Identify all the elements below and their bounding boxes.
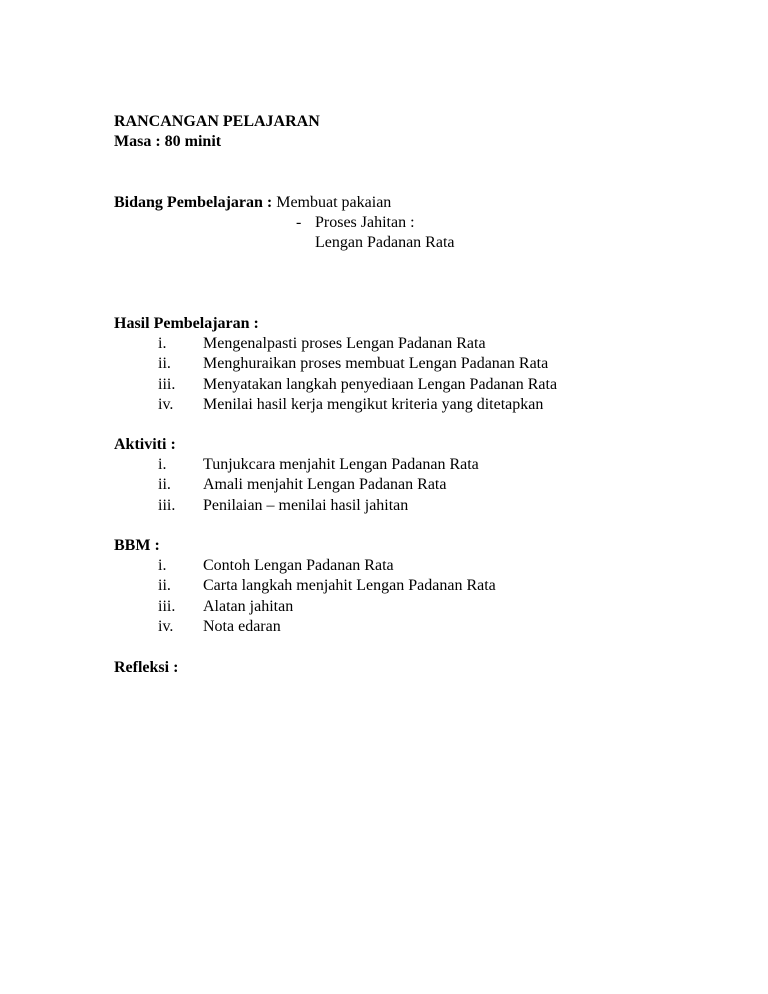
aktiviti-item-number: ii. <box>158 476 171 493</box>
bidang-value: Membuat pakaian <box>276 194 392 211</box>
aktiviti-item-text: Penilaian – menilai hasil jahitan <box>203 497 409 514</box>
aktiviti-item-number: i. <box>158 456 167 473</box>
bidang-row <box>114 193 391 213</box>
bbm-heading: BBM : <box>114 537 160 554</box>
hasil-item-number: ii. <box>158 355 171 372</box>
bidang-sub-line2: Lengan Padanan Rata <box>315 234 455 251</box>
bbm-item-number: iii. <box>158 598 176 615</box>
hasil-item-text: Menyatakan langkah penyediaan Lengan Padanan Rata <box>203 376 558 393</box>
refleksi-heading: Refleksi : <box>114 659 179 676</box>
hasil-item-number: iv. <box>158 396 174 413</box>
aktiviti-item-text: Amali menjahit Lengan Padanan Rata <box>203 476 447 493</box>
lesson-duration: Masa : 80 minit <box>114 133 222 150</box>
hasil-item-text: Menghuraikan proses membuat Lengan Padanan Rata <box>203 355 549 372</box>
bidang-sub-line1: Proses Jahitan : <box>315 214 415 231</box>
bidang-label: Bidang Pembelajaran : <box>114 194 273 211</box>
hasil-item-number: i. <box>158 335 167 352</box>
bidang-sub-dash: - <box>296 214 302 231</box>
bbm-item-number: i. <box>158 557 167 574</box>
aktiviti-item-number: iii. <box>158 497 176 514</box>
hasil-item-text: Mengenalpasti proses Lengan Padanan Rata <box>203 335 486 352</box>
hasil-heading: Hasil Pembelajaran : <box>114 315 259 332</box>
aktiviti-item-text: Tunjukcara menjahit Lengan Padanan Rata <box>203 456 479 473</box>
bbm-item-number: iv. <box>158 618 174 635</box>
bbm-item-text: Nota edaran <box>203 618 281 635</box>
hasil-item-number: iii. <box>158 376 176 393</box>
document-title: RANCANGAN PELAJARAN <box>114 113 320 130</box>
aktiviti-heading: Aktiviti : <box>114 436 176 453</box>
bbm-item-text: Contoh Lengan Padanan Rata <box>203 557 394 574</box>
bbm-item-text: Alatan jahitan <box>203 598 294 615</box>
hasil-item-text: Menilai hasil kerja mengikut kriteria yang ditetapkan <box>203 396 544 413</box>
bbm-item-text: Carta langkah menjahit Lengan Padanan Rata <box>203 577 496 594</box>
bbm-item-number: ii. <box>158 577 171 594</box>
